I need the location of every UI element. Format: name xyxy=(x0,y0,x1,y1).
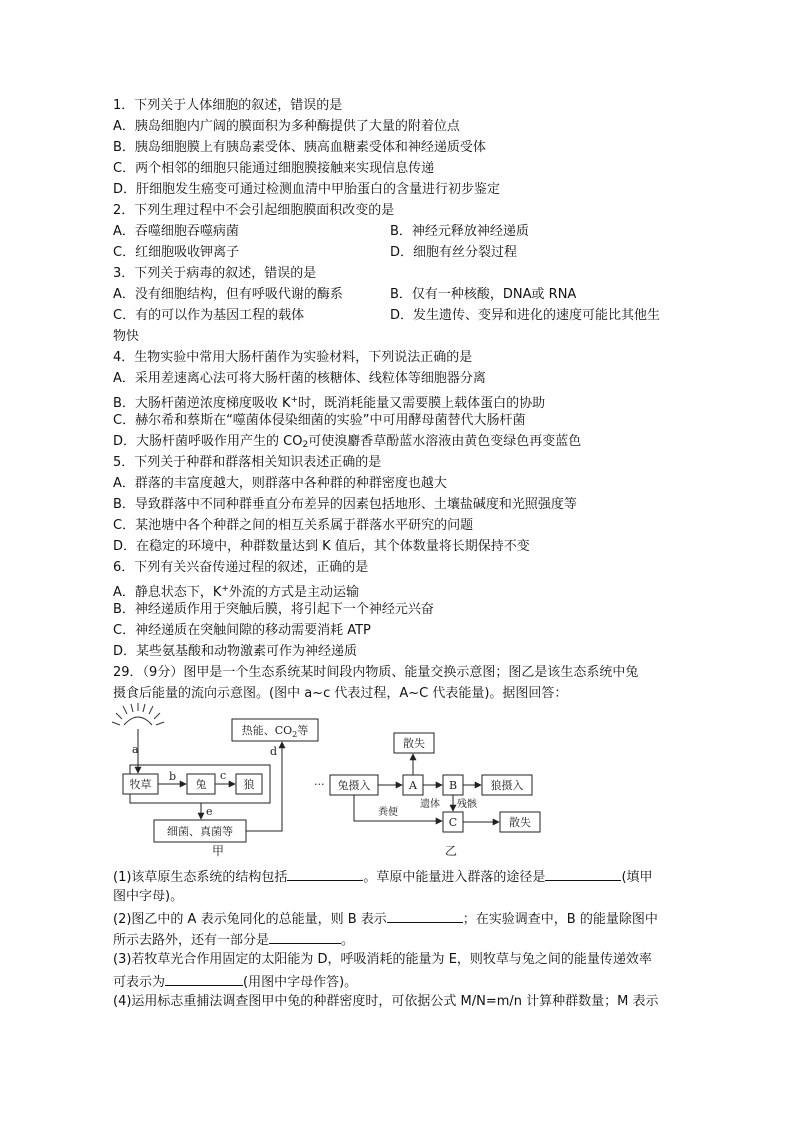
q4-option-b-pre: B．大肠杆菌逆浓度梯度吸收 K xyxy=(113,396,291,411)
q1-option-b: B．胰岛细胞膜上有胰岛素受体、胰高血糖素受体和神经递质受体 xyxy=(113,140,486,155)
q2-option-b: B．神经元释放神经递质 xyxy=(390,224,529,239)
blank-3[interactable] xyxy=(387,909,463,923)
q29-sub4-line1: (4)运用标志重捕法调查图甲中兔的种群密度时，可依据公式 M/N=m/n 计算种群数量；M 表示 xyxy=(113,994,659,1009)
q29-sub2-line1 xyxy=(113,909,658,929)
q3-option-a: A．没有细胞结构，但有呼吸代谢的酶系 xyxy=(113,287,343,302)
q6-option-a-pre: A．静息状态下，K xyxy=(113,585,222,600)
q2-option-d: D．细胞有丝分裂过程 xyxy=(390,245,518,260)
blank-1[interactable] xyxy=(287,867,363,881)
blank-2[interactable] xyxy=(545,867,621,881)
q29-sub2-a: (2)图乙中的 A 表示兔同化的总能量，则 B 表示 xyxy=(113,912,387,927)
q2-option-c: C．红细胞吸收钾离子 xyxy=(113,245,240,260)
label-c: c xyxy=(220,769,227,782)
q6-stem: 6．下列有关兴奋传递过程的叙述，正确的是 xyxy=(113,560,369,575)
box-heat-co2 xyxy=(242,723,309,739)
box-wolf: 狼 xyxy=(243,778,255,791)
q4-option-d xyxy=(113,433,581,454)
q4-option-c: C．赫尔希和蔡斯在“噬菌体侵染细菌的实验”中可用酵母菌替代大肠杆菌 xyxy=(113,413,526,428)
q29-sub3-line2 xyxy=(113,972,357,992)
q6-option-a xyxy=(113,580,359,602)
q29-sub3-b: 可表示为 xyxy=(113,975,166,990)
q4-option-d-pre: D．大肠杆菌呼吸作用产生的 CO xyxy=(113,434,303,449)
q29-sub1-b: 。草原中能量进入群落的途径是 xyxy=(363,870,546,885)
box-loss-top: 散失 xyxy=(403,737,425,750)
q2-option-a: A．吞噬细胞吞噬病菌 xyxy=(113,224,239,239)
q4-option-d-post: 可使溴麝香草酚蓝水溶液由黄色变绿色再变蓝色 xyxy=(308,434,582,449)
q4-option-d-sub: 2 xyxy=(302,440,309,450)
q4-option-b-sup: + xyxy=(290,395,299,405)
q29-sub2-line2 xyxy=(113,930,354,950)
q3-option-c: C．有的可以作为基因工程的载体 xyxy=(113,308,305,323)
q1-option-d: D．肝细胞发生癌变可通过检测血清中甲胎蛋白的含量进行初步鉴定 xyxy=(113,182,501,197)
q3-stem: 3．下列关于病毒的叙述，错误的是 xyxy=(113,266,317,281)
box-decomposers: 细菌、真菌等 xyxy=(167,825,233,838)
q3-option-d: D．发生遗传、变异和进化的速度可能比其他生 xyxy=(390,308,661,323)
box-loss-right: 散失 xyxy=(509,816,531,829)
caption-yi: 乙 xyxy=(445,844,458,858)
box-rabbit-intake: 兔摄入 xyxy=(337,779,371,792)
q29-sub2-b: ；在实验调查中，B 的能量除图中 xyxy=(462,912,658,927)
q4-stem: 4．生物实验中常用大肠杆菌作为实验材料，下列说法正确的是 xyxy=(113,350,473,365)
q6-option-a-post: 外流的方式是主动运输 xyxy=(228,585,359,600)
q29-stem-line1: 29．（9分）图甲是一个生态系统某时间段内物质、能量交换示意图；图乙是该生态系统中兔 xyxy=(113,665,639,680)
q5-stem: 5．下列关于种群和群落相关知识表述正确的是 xyxy=(113,455,382,470)
box-heat-co2-post: 等 xyxy=(297,724,309,737)
box-wolf-intake: 狼摄入 xyxy=(490,779,524,792)
q29-stem-line2: 摄食后能量的流向示意图。(图中 a~c 代表过程，A~C 代表能量)。据图回答： xyxy=(113,686,568,701)
sun-icon xyxy=(112,703,164,725)
q6-option-b: B．神经递质作用于突触后膜，将引起下一个神经元兴奋 xyxy=(113,602,434,617)
q5-option-d: D．在稳定的环境中，种群数量达到 K 值后，其个体数量将长期保持不变 xyxy=(113,539,530,554)
q5-option-a: A．群落的丰富度越大，则群落中各种群的种群密度也越大 xyxy=(113,476,447,491)
q2-stem: 2．下列生理过程中不会引起细胞膜面积改变的是 xyxy=(113,203,395,218)
q29-sub1-line2: 图中字母)。 xyxy=(113,889,184,904)
figure-yi xyxy=(300,725,560,865)
label-e: e xyxy=(206,805,213,818)
q1-stem: 1．下列关于人体细胞的叙述，错误的是 xyxy=(113,98,343,113)
q29-sub1-c: (填甲 xyxy=(621,870,653,885)
q29-sub2-d: 。 xyxy=(341,933,355,948)
box-grass: 牧草 xyxy=(129,778,152,791)
q6-option-a-sup: + xyxy=(221,584,229,594)
q29-sub1-a: (1)该草原生态系统的结构包括 xyxy=(113,870,288,885)
q1-option-c: C．两个相邻的细胞只能通过细胞膜接触来实现信息传递 xyxy=(113,161,435,176)
q29-sub2-c: 所示去路外，还有一部分是 xyxy=(113,933,270,948)
label-residue: 残骸 xyxy=(457,799,477,810)
label-a: a xyxy=(132,743,139,756)
box-A: A xyxy=(409,779,417,792)
blank-5[interactable] xyxy=(165,972,243,986)
q29-sub3-c: (用图中字母作答)。 xyxy=(243,975,358,990)
blank-4[interactable] xyxy=(269,930,341,944)
q1-option-a: A．胰岛细胞内广阔的膜面积为多种酶提供了大量的附着位点 xyxy=(113,119,460,134)
label-d: d xyxy=(270,745,278,758)
label-feces: 粪便 xyxy=(378,807,398,818)
q3-option-b: B．仅有一种核酸，DNA或 RNA xyxy=(390,287,577,302)
dots: ··· xyxy=(314,778,325,791)
label-corpse: 遗体 xyxy=(420,799,440,810)
q29-sub3-line1: (3)若牧草光合作用固定的太阳能为 D，呼吸消耗的能量为 E，则牧草与兔之间的能量传递效率 xyxy=(113,952,652,967)
q6-option-c: C．神经递质在突触间隙的移动需要消耗 ATP xyxy=(113,623,371,638)
label-b: b xyxy=(169,770,177,783)
q5-option-c: C．某池塘中各个种群之间的相互关系属于群落水平研究的问题 xyxy=(113,518,474,533)
q4-option-b xyxy=(113,391,545,413)
box-heat-co2-text: 热能、CO xyxy=(241,724,293,737)
q4-option-a: A．采用差速离心法可将大肠杆菌的核糖体、线粒体等细胞器分离 xyxy=(113,371,486,386)
box-rabbit: 兔 xyxy=(195,778,207,791)
q4-option-b-post: 时，既消耗能量又需要膜上载体蛋白的协助 xyxy=(298,396,546,411)
box-B: B xyxy=(448,779,458,792)
q6-option-d: D．某些氨基酸和动物激素可作为神经递质 xyxy=(113,644,358,659)
q29-sub1-line1 xyxy=(113,867,653,887)
q5-option-b: B．导致群落中不同种群垂直分布差异的因素包括地形、土壤盐碱度和光照强度等 xyxy=(113,497,577,512)
q3-option-d-continued: 物快 xyxy=(113,329,140,344)
box-C: C xyxy=(448,816,458,829)
caption-jia: 甲 xyxy=(212,844,225,858)
box-heat-co2-sub: 2 xyxy=(292,730,298,739)
